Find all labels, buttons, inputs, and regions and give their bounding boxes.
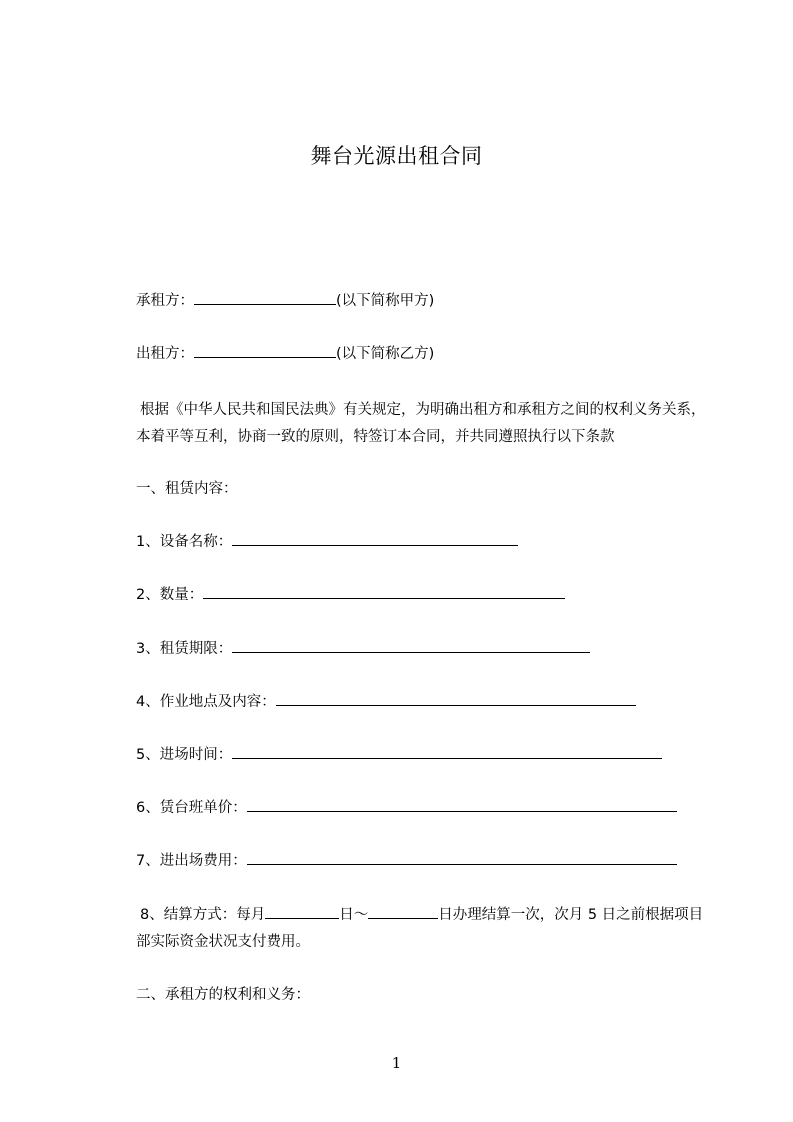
item-work-location (136, 691, 636, 713)
lessee-line (136, 290, 434, 312)
item-unit-price (136, 797, 677, 819)
item-label: 4、作业地点及内容： (136, 694, 276, 710)
settlement-blank-1 (265, 904, 339, 919)
settlement-text-a: 8、结算方式：每月 (140, 907, 266, 923)
lessor-label: 出租方： (136, 346, 194, 362)
lessor-suffix: (以下简称乙方) (336, 346, 435, 362)
item-blank (232, 638, 590, 653)
item-entry-exit-fee (136, 850, 677, 872)
item-entry-time (136, 744, 662, 766)
document-title: 舞台光源出租合同 (310, 144, 483, 168)
item-equipment-name (136, 531, 518, 553)
item-blank (203, 584, 565, 599)
page-number: 1 (391, 1054, 402, 1072)
item-label: 7、进出场费用： (136, 853, 247, 869)
item-blank (232, 744, 662, 759)
item-blank (232, 531, 518, 546)
lessor-line (136, 343, 434, 365)
settlement-blank-2 (368, 904, 438, 919)
item-blank (276, 691, 636, 706)
section1-heading: 一、租赁内容： (136, 481, 238, 497)
item-label: 5、进场时间： (136, 747, 233, 763)
lessee-blank (194, 290, 336, 305)
item-lease-term (136, 638, 590, 660)
item-label: 1、设备名称： (136, 534, 233, 550)
lessee-suffix: (以下简称甲方) (336, 293, 435, 309)
lessor-blank (194, 343, 336, 358)
settlement-text-c: 日办理结算一次，次月 5 日之前根据项目部实际资金状况支付费用。 (136, 907, 704, 950)
item-label: 6、赁台班单价： (136, 800, 247, 816)
item-label: 2、数量： (136, 587, 204, 603)
lessee-label: 承租方： (136, 293, 194, 309)
item-blank (247, 797, 677, 812)
item-quantity (136, 584, 565, 606)
preamble-paragraph: 根据《中华人民共和国民法典》有关规定，为明确出租方和承租方之间的权利义务关系，本着平等互利，协商一致的原则，特签订本合同，并共同遵照执行以下条款 (136, 402, 706, 445)
settlement-text-b: 日～ (339, 907, 369, 923)
item-blank (247, 850, 677, 865)
item-label: 3、租赁期限： (136, 641, 233, 657)
settlement-paragraph (136, 902, 706, 956)
section2-heading: 二、承租方的权利和义务： (136, 987, 310, 1003)
